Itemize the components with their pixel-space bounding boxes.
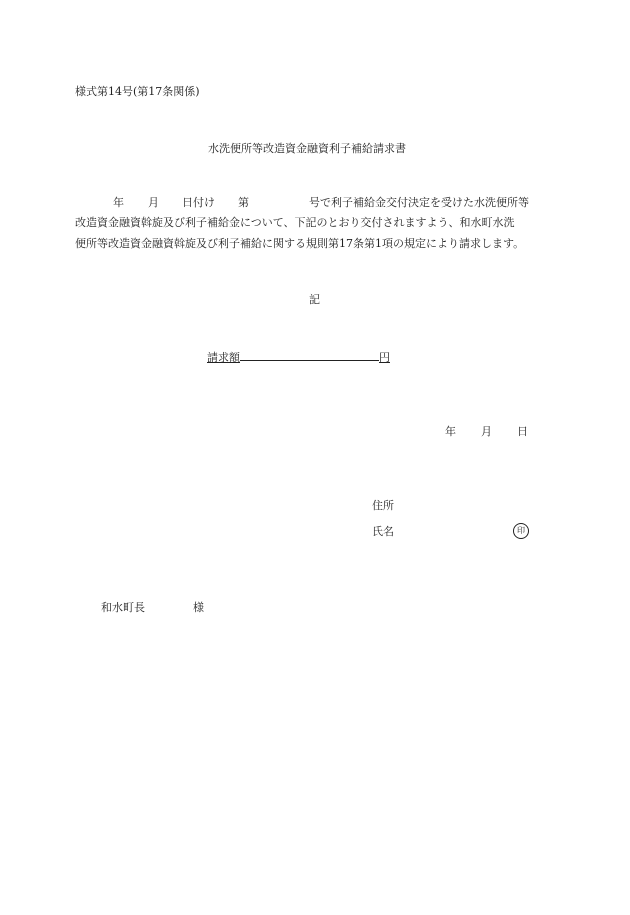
seal-mark: 印 <box>513 523 529 539</box>
body-month-label: 月 <box>148 196 159 209</box>
body-line-1 <box>75 197 529 208</box>
body-line-1-text: 号で利子補給金交付決定を受けた水洗便所等 <box>309 196 529 209</box>
body-day-label: 日付け <box>182 196 215 209</box>
ki-heading: 記 <box>309 293 320 306</box>
address-label: 住所 <box>372 499 394 512</box>
addressee-row <box>101 602 204 613</box>
addressee-honorific: 様 <box>193 601 204 614</box>
body-line-3: 便所等改造資金融資斡旋及び利子補給に関する規則第17条第1項の規定により請求します。 <box>75 237 525 250</box>
name-row <box>372 526 394 537</box>
body-year-label: 年 <box>113 196 124 209</box>
document-title: 水洗便所等改造資金融資利子補給請求書 <box>208 142 406 155</box>
amount-unit: 円 <box>379 351 390 364</box>
date-year-label: 年 <box>445 425 456 438</box>
date-month-label: 月 <box>481 425 492 438</box>
date-row <box>445 426 528 437</box>
date-day-label: 日 <box>517 425 528 438</box>
address-row <box>372 500 394 511</box>
name-label: 氏名 <box>372 525 394 538</box>
addressee-name: 和水町長 <box>101 601 145 614</box>
amount-input-line[interactable] <box>240 350 379 361</box>
amount-row <box>207 350 390 363</box>
body-line-2: 改造資金融資斡旋及び利子補給金について、下記のとおり交付されますよう、和水町水洗 <box>75 216 515 229</box>
form-number: 様式第14号(第17条関係) <box>75 85 200 98</box>
amount-label: 請求額 <box>207 351 240 364</box>
body-number-prefix: 第 <box>238 196 249 209</box>
